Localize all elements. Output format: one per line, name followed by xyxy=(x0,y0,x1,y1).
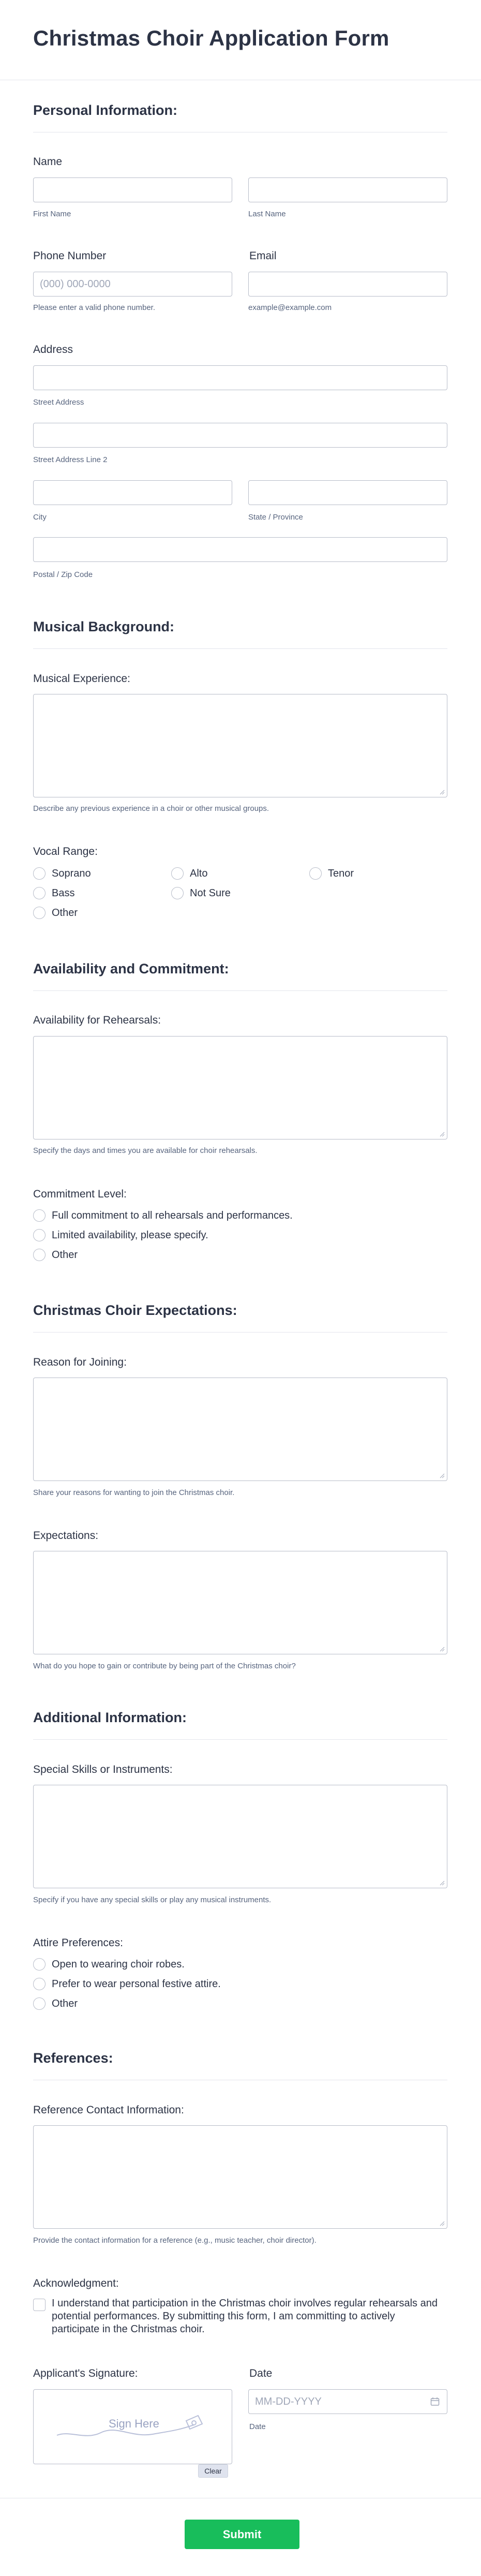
form-title: Christmas Choir Application Form xyxy=(33,26,389,50)
section-divider xyxy=(33,1332,447,1333)
expectations-sublabel: What do you hope to gain or contribute by being part of the Christmas choir? xyxy=(33,1662,296,1670)
radio-button[interactable] xyxy=(33,887,46,899)
vocal-range-option[interactable] xyxy=(33,866,91,881)
option-label: Limited availability, please specify. xyxy=(52,1229,208,1241)
radio-button[interactable] xyxy=(33,907,46,919)
vocal-range-option[interactable] xyxy=(33,886,74,900)
section-title-musical: Musical Background: xyxy=(33,619,175,634)
option-label: Other xyxy=(52,1249,78,1261)
last-name-input[interactable] xyxy=(248,177,447,202)
attire-option[interactable] xyxy=(33,1996,78,2011)
clear-signature-button[interactable]: Clear xyxy=(198,2464,228,2478)
radio-button[interactable] xyxy=(33,1249,46,1261)
attire-preferences-label: Attire Preferences: xyxy=(33,1937,123,1949)
acknowledgment-checkbox[interactable] xyxy=(33,2299,46,2311)
vocal-range-option[interactable] xyxy=(171,866,207,881)
last-name-sublabel: Last Name xyxy=(248,210,286,218)
vocal-range-option[interactable] xyxy=(33,906,78,920)
expectations-textarea[interactable] xyxy=(33,1551,447,1654)
special-skills-textarea[interactable] xyxy=(33,1785,447,1888)
reason-for-joining-textarea[interactable] xyxy=(33,1378,447,1481)
street-address-input[interactable] xyxy=(33,365,447,390)
phone-label: Phone Number xyxy=(33,250,107,262)
special-skills-label: Special Skills or Instruments: xyxy=(33,1764,173,1775)
signature-hint: Sign Here xyxy=(109,2417,159,2430)
section-title-expectations: Christmas Choir Expectations: xyxy=(33,1302,237,1318)
musical-experience-textarea[interactable] xyxy=(33,694,447,797)
reference-contact-sublabel: Provide the contact information for a reference (e.g., music teacher, choir director). xyxy=(33,2236,317,2245)
attire-option[interactable] xyxy=(33,1977,221,1991)
radio-button[interactable] xyxy=(33,1997,46,2010)
reference-contact-label: Reference Contact Information: xyxy=(33,2104,184,2116)
phone-input[interactable] xyxy=(33,272,232,297)
reference-contact-textarea[interactable] xyxy=(33,2125,447,2229)
radio-button[interactable] xyxy=(171,887,184,899)
section-divider xyxy=(33,648,447,649)
submit-button[interactable]: Submit xyxy=(185,2520,299,2549)
rehearsal-availability-label: Availability for Rehearsals: xyxy=(33,1014,161,1026)
address-label: Address xyxy=(33,344,73,356)
street-address-2-input[interactable] xyxy=(33,423,447,448)
phone-placeholder: (000) 000-0000 xyxy=(40,278,111,290)
vocal-range-option[interactable] xyxy=(171,886,231,900)
name-label: Name xyxy=(33,156,63,168)
resize-handle-icon[interactable] xyxy=(439,789,445,795)
expectations-label: Expectations: xyxy=(33,1530,99,1542)
option-label: Other xyxy=(52,907,78,919)
city-sublabel: City xyxy=(33,513,47,522)
phone-sublabel: Please enter a valid phone number. xyxy=(33,303,155,312)
radio-button[interactable] xyxy=(33,1958,46,1971)
option-label: Tenor xyxy=(328,867,354,879)
radio-button[interactable] xyxy=(309,867,322,880)
resize-handle-icon[interactable] xyxy=(439,2220,445,2226)
commitment-option[interactable] xyxy=(33,1228,208,1242)
commitment-option[interactable] xyxy=(33,1248,78,1262)
attire-option[interactable] xyxy=(33,1957,185,1972)
radio-button[interactable] xyxy=(33,1209,46,1222)
radio-button[interactable] xyxy=(33,1978,46,1990)
section-title-availability: Availability and Commitment: xyxy=(33,961,229,976)
date-placeholder: MM-DD-YYYY xyxy=(255,2395,322,2407)
section-title-additional: Additional Information: xyxy=(33,1710,187,1725)
city-input[interactable] xyxy=(33,480,232,505)
signature-pad[interactable] xyxy=(33,2389,232,2464)
section-divider xyxy=(33,1739,447,1740)
option-label: Not Sure xyxy=(190,887,231,899)
special-skills-sublabel: Specify if you have any special skills or play any musical instruments. xyxy=(33,1896,272,1904)
street-address-2-sublabel: Street Address Line 2 xyxy=(33,455,108,464)
musical-experience-sublabel: Describe any previous experience in a choir or other musical groups. xyxy=(33,804,269,813)
rehearsal-availability-sublabel: Specify the days and times you are available for choir rehearsals. xyxy=(33,1146,258,1155)
commitment-level-label: Commitment Level: xyxy=(33,1188,127,1200)
reason-for-joining-label: Reason for Joining: xyxy=(33,1356,127,1368)
radio-button[interactable] xyxy=(33,867,46,880)
acknowledgment-label: Acknowledgment: xyxy=(33,2277,119,2289)
first-name-sublabel: First Name xyxy=(33,210,71,218)
option-label: Prefer to wear personal festive attire. xyxy=(52,1978,221,1990)
option-label: Open to wearing choir robes. xyxy=(52,1958,185,1970)
date-sublabel: Date xyxy=(249,2422,266,2431)
signature-label: Applicant's Signature: xyxy=(33,2367,138,2379)
email-label: Email xyxy=(249,250,277,262)
section-title-personal: Personal Information: xyxy=(33,102,178,118)
rehearsal-availability-textarea[interactable] xyxy=(33,1036,447,1139)
calendar-icon[interactable] xyxy=(430,2397,440,2406)
resize-handle-icon[interactable] xyxy=(439,1879,445,1886)
option-label: Soprano xyxy=(52,867,91,879)
date-label: Date xyxy=(249,2367,273,2379)
section-divider xyxy=(33,990,447,991)
resize-handle-icon[interactable] xyxy=(439,1472,445,1478)
first-name-input[interactable] xyxy=(33,177,232,202)
musical-experience-label: Musical Experience: xyxy=(33,673,130,685)
form-header xyxy=(0,0,481,80)
acknowledgment-text: I understand that participation in the Christmas choir involves regular rehearsals and potential performances. By submitting this form, I am committing to actively participate in the Christmas choir. xyxy=(52,2298,438,2335)
resize-handle-icon[interactable] xyxy=(439,1131,445,1137)
date-input[interactable] xyxy=(248,2389,447,2414)
state-input[interactable] xyxy=(248,480,447,505)
option-label: Alto xyxy=(190,867,208,879)
option-label: Full commitment to all rehearsals and performances. xyxy=(52,1209,293,1221)
radio-button[interactable] xyxy=(33,1229,46,1241)
street-address-sublabel: Street Address xyxy=(33,398,84,407)
vocal-range-option[interactable] xyxy=(309,866,354,881)
email-input[interactable] xyxy=(248,272,447,297)
radio-button[interactable] xyxy=(171,867,184,880)
option-label: Other xyxy=(52,1997,78,2009)
email-sublabel: example@example.com xyxy=(248,303,332,312)
postal-code-sublabel: Postal / Zip Code xyxy=(33,570,93,579)
section-title-references: References: xyxy=(33,2050,113,2066)
vocal-range-label: Vocal Range: xyxy=(33,846,98,857)
postal-code-input[interactable] xyxy=(33,537,447,562)
state-sublabel: State / Province xyxy=(248,513,303,522)
reason-for-joining-sublabel: Share your reasons for wanting to join the Christmas choir. xyxy=(33,1488,235,1497)
commitment-option[interactable] xyxy=(33,1208,293,1223)
resize-handle-icon[interactable] xyxy=(439,1646,445,1652)
option-label: Bass xyxy=(52,887,75,899)
